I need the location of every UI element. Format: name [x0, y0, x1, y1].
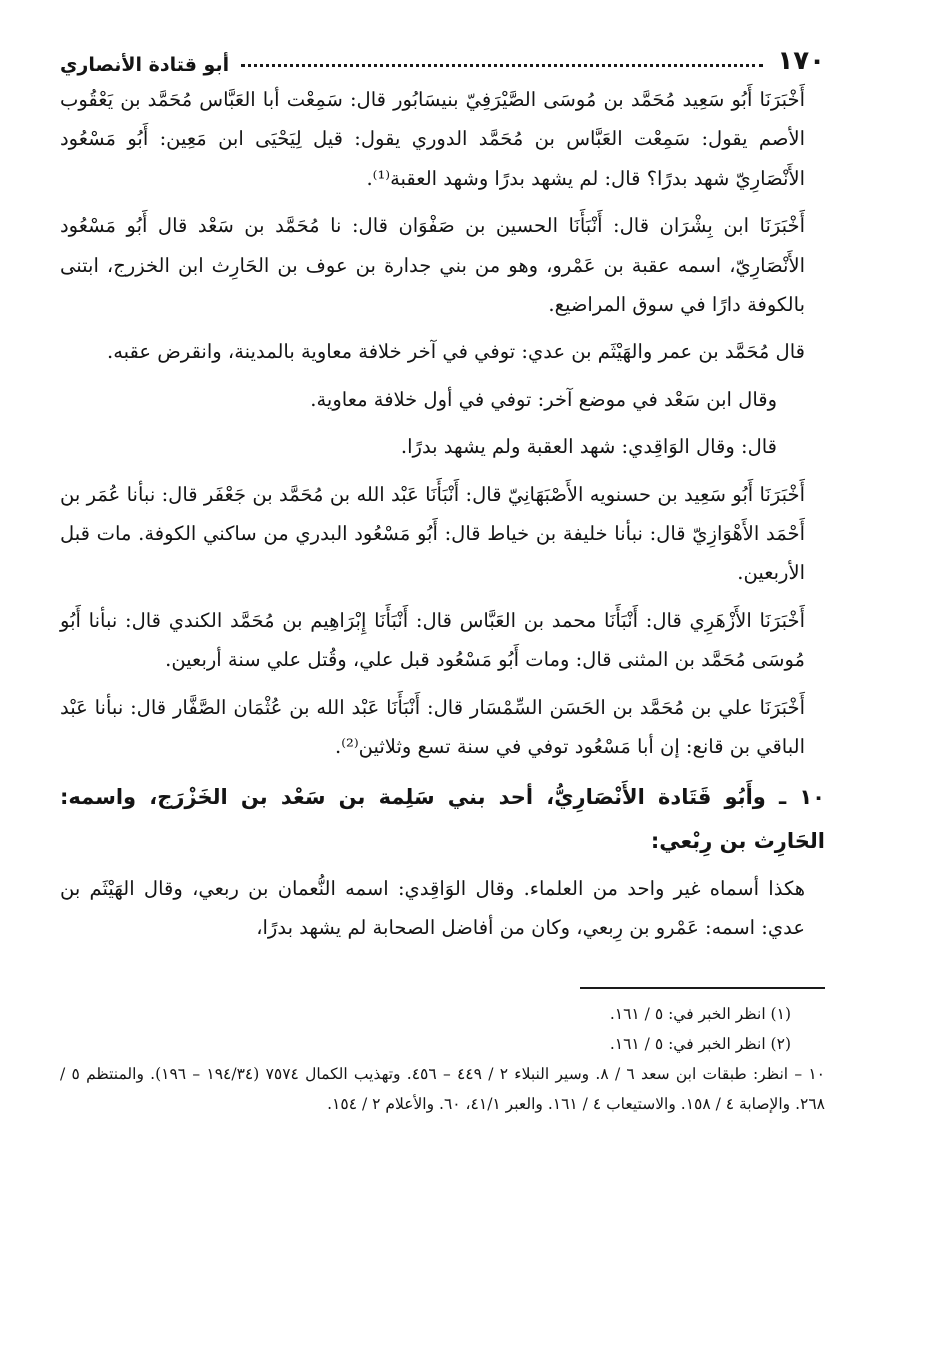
paragraph: أَخْبَرَنَا الأَزْهَرِي قال: أَنْبَأَنَا محمد بن العَبَّاس قال: أَنْبَأَنَا إِبْرَاهِيم بن مُحَمَّد الكندي قال: نبأنا أَبُو مُوسَى مُحَمَّد بن المثنى قال: ومات أَبُو مَسْعُود قبل علي، وقُتل علي سنة أربعين. — [60, 608, 805, 672]
footnote-divider — [580, 987, 825, 989]
paragraph: قال مُحَمَّد بن عمر والهَيْثَم بن عدي: توفي في آخر خلافة معاوية بالمدينة، وانقرض عقبه. — [107, 340, 805, 364]
page-number: ١٧٠ — [777, 46, 825, 76]
entry-heading: ١٠ ـ وأَبُو قَتَادة الأَنْصَارِيُّ، أحد بني سَلِمة بن سَعْد بن الخَزْرَج، واسمه: الحَارِث بن رِبْعي: — [60, 784, 825, 853]
paragraph: أَخْبَرَنَا أَبُو سَعِيد مُحَمَّد بن مُوسَى الصَّيْرَفِيّ بنيسَابُور قال: سَمِعْت أبا العَبَّاس مُحَمَّد بن يَعْقُوب الأصم يقول: سَمِعْت العَبَّاس بن مُحَمَّد الدوري يقول: قيل لِيَحْيَى ابن مَعِين: أَبُو مَسْعُود الأَنْصَارِيّ شهد بدرًا؟ قال: لم يشهد بدرًا وشهد العقبة⁽¹⁾. — [60, 88, 805, 190]
paragraph: أَخْبَرَنَا أَبُو سَعِيد بن حسنويه الأَصْبَهَانِيّ قال: أَنْبَأَنَا عَبْد الله بن مُحَمَّد بن جَعْفَر قال: نبأنا عُمَر بن أَحْمَد الأَهْوَازِيّ قال: نبأنا خليفة بن خياط قال: أَبُو مَسْعُود البدري من ساكني الكوفة. مات قبل الأربعين. — [60, 482, 805, 585]
book-page — [60, 36, 825, 1336]
footnote: (٢) انظر الخبر في: ٥ / ١٦١. — [609, 1035, 791, 1054]
paragraph: أَخْبَرَنَا علي بن مُحَمَّد بن الحَسَن السِّمْسَار قال: أَنْبَأَنَا عَبْد الله بن عُثْمَان الصَّفَّار قال: نبأنا عَبْد الباقي بن قانع: إن أبا مَسْعُود توفي في سنة تسع وثلاثين⁽²⁾. — [60, 695, 805, 759]
paragraph: وقال ابن سَعْد في موضع آخر: توفي في أول خلافة معاوية. — [310, 387, 777, 411]
paragraph: قال: وقال الوَاقِدي: شهد العقبة ولم يشهد بدرًا. — [400, 435, 777, 459]
header-dotted-leader — [241, 64, 763, 67]
main-text — [60, 80, 825, 947]
entry-paragraph: هكذا أسماه غير واحد من العلماء. وقال الوَاقِدي: اسمه النُّعمان بن ربعي، وقال الهَيْثَم بن عدي: اسمه: عَمْرو بن رِبعي، وكان من أفاضل الصحابة لم يشهد بدرًا، — [60, 876, 805, 939]
footnote: (١) انظر الخبر في: ٥ / ١٦١. — [609, 1005, 791, 1024]
paragraph: أَخْبَرَنَا ابن بِشْرَان قال: أَنْبَأَنَا الحسين بن صَفْوَان قال: نا مُحَمَّد بن سَعْد قال أَبُو مَسْعُود الأَنْصَارِيّ، اسمه عقبة بن عَمْرو، وهو من بني جدارة بن عوف بن الحَارِث ابن الخزرج، ابتنى بالكوفة دارًا في سوق المراضيع. — [60, 214, 805, 317]
footnote-references: ١٠ – انظر: طبقات ابن سعد ٦ / ٨. وسير النبلاء ٢ / ٤٤٩ – ٤٥٦. وتهذيب الكمال ٧٥٧٤ (١٩٤/٣٤ – ١٩٦). والمنتظم ٥ / ٢٦٨. والإصابة ٤ / ١٥٨. والاستيعاب ٤ / ١٦١. والعبر ٤١/١، ٦٠. والأعلام ٢ / ١٥٤. — [60, 1065, 825, 1114]
footnotes — [60, 999, 825, 1119]
running-title: أبو قتادة الأنصاري — [60, 54, 230, 76]
page-header — [60, 36, 825, 76]
